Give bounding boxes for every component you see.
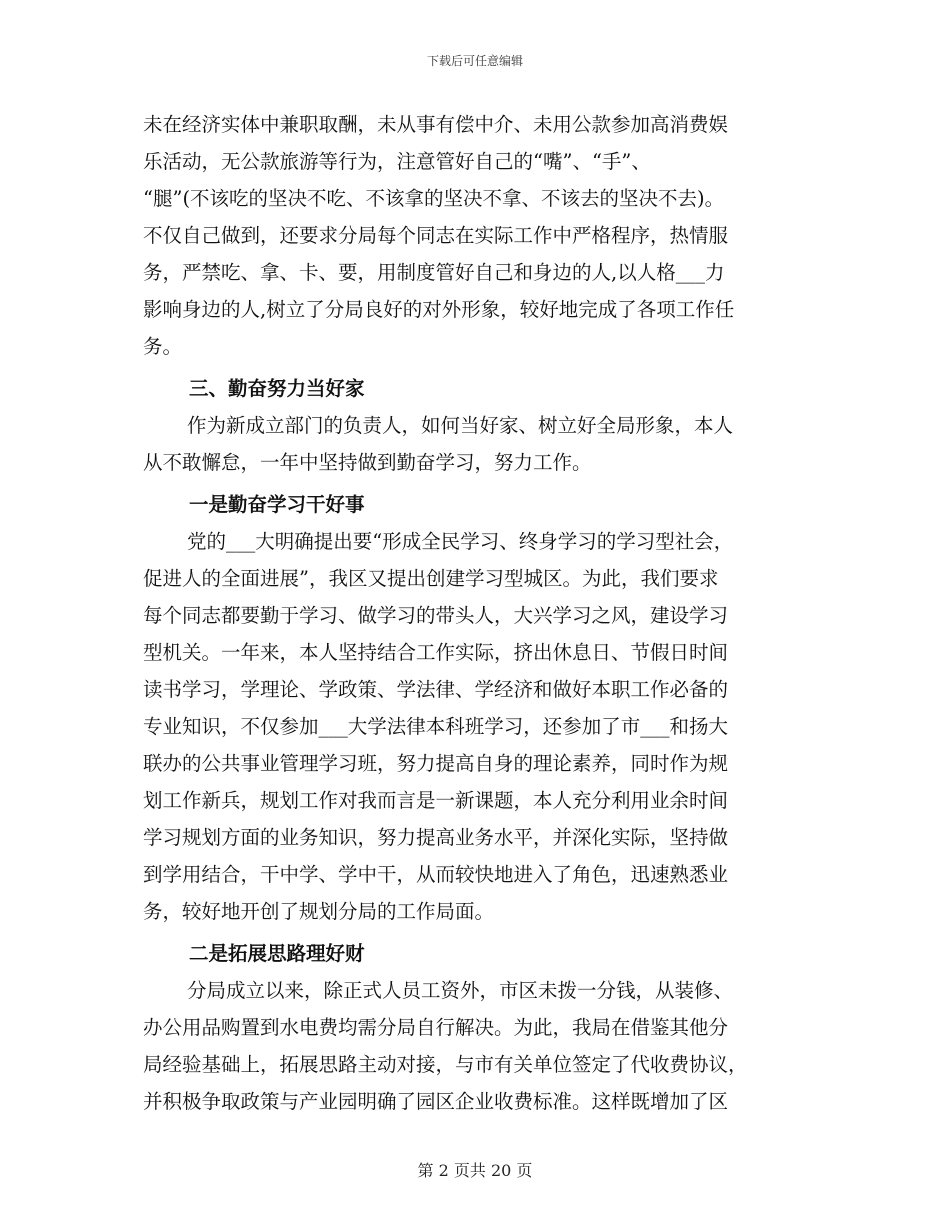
- body-line: 务。: [143, 335, 183, 358]
- body-line: 划工作新兵，规划工作对我而言是一新课题，本人充分利用业余时间: [143, 789, 729, 812]
- paragraph-start-line: 作为新成立部门的负责人，如何当好家、树立好全局形象，本人: [187, 414, 734, 437]
- body-line: 乐活动，无公款旅游等行为，注意管好自己的“嘴”、“手”、: [143, 150, 651, 173]
- body-line: 并积极争取政策与产业园明确了园区企业收费标准。这样既增加了区: [143, 1090, 729, 1113]
- body-line: 联办的公共事业管理学习班，努力提高自身的理论素养，同时作为规: [143, 752, 729, 775]
- page-header-note: 下载后可任意编辑: [426, 54, 523, 68]
- body-line: 不仅自己做到，还要求分局每个同志在实际工作中严格程序，热情服: [143, 224, 729, 247]
- body-line: 从不敢懈怠，一年中坚持做到勤奋学习，努力工作。: [143, 451, 592, 474]
- body-line: 学习规划方面的业务知识，努力提高业务水平，并深化实际，坚持做: [143, 826, 729, 849]
- body-line: 每个同志都要勤于学习、做学习的带头人，大兴学习之风，建设学习: [143, 604, 729, 627]
- document-body: [143, 106, 813, 1120]
- body-line: 促进人的全面进展”，我区又提出创建学习型城区。为此，我们要求: [143, 567, 719, 590]
- body-line: 未在经济实体中兼职取酬，未从事有偿中介、未用公款参加高消费娱: [143, 113, 729, 136]
- subsection-heading-1: 一是勤奋学习干好事: [189, 493, 365, 516]
- body-line: “腿”(不该吃的坚决不吃、不该拿的坚决不拿、不该去的坚决不去)。: [143, 187, 725, 210]
- body-line: 到学用结合，干中学、学中干，从而较快地进入了角色，迅速熟悉业: [143, 863, 729, 886]
- body-line: 读书学习，学理论、学政策、学法律、学经济和做好本职工作必备的: [143, 678, 729, 701]
- subsection-heading-2: 二是拓展思路理好财: [189, 942, 365, 965]
- section-heading-3: 三、勤奋努力当好家: [189, 377, 365, 400]
- body-line: 局经验基础上，拓展思路主动对接，与市有关单位签定了代收费协议，: [143, 1053, 748, 1076]
- body-line: 务，较好地开创了规划分局的工作局面。: [143, 900, 495, 923]
- body-line: 办公用品购置到水电费均需分局自行解决。为此，我局在借鉴其他分: [143, 1016, 729, 1039]
- page-number-footer: 第 2 页共 20 页: [417, 1161, 533, 1180]
- paragraph-start-line: 党的___大明确提出要“形成全民学习、终身学习的学习型社会，: [187, 530, 734, 553]
- body-line: 型机关。一年来，本人坚持结合工作实际，挤出休息日、节假日时间: [143, 641, 729, 664]
- body-line: 影响身边的人,树立了分局良好的对外形象，较好地完成了各项工作任: [143, 298, 735, 321]
- body-line: 专业知识，不仅参加___大学法律本科班学习，还参加了市___和扬大: [143, 715, 729, 738]
- body-line: 务，严禁吃、拿、卡、要，用制度管好自己和身边的人,以人格___力: [143, 261, 725, 284]
- paragraph-start-line: 分局成立以来，除正式人员工资外，市区未拨一分钱，从装修、: [187, 979, 734, 1002]
